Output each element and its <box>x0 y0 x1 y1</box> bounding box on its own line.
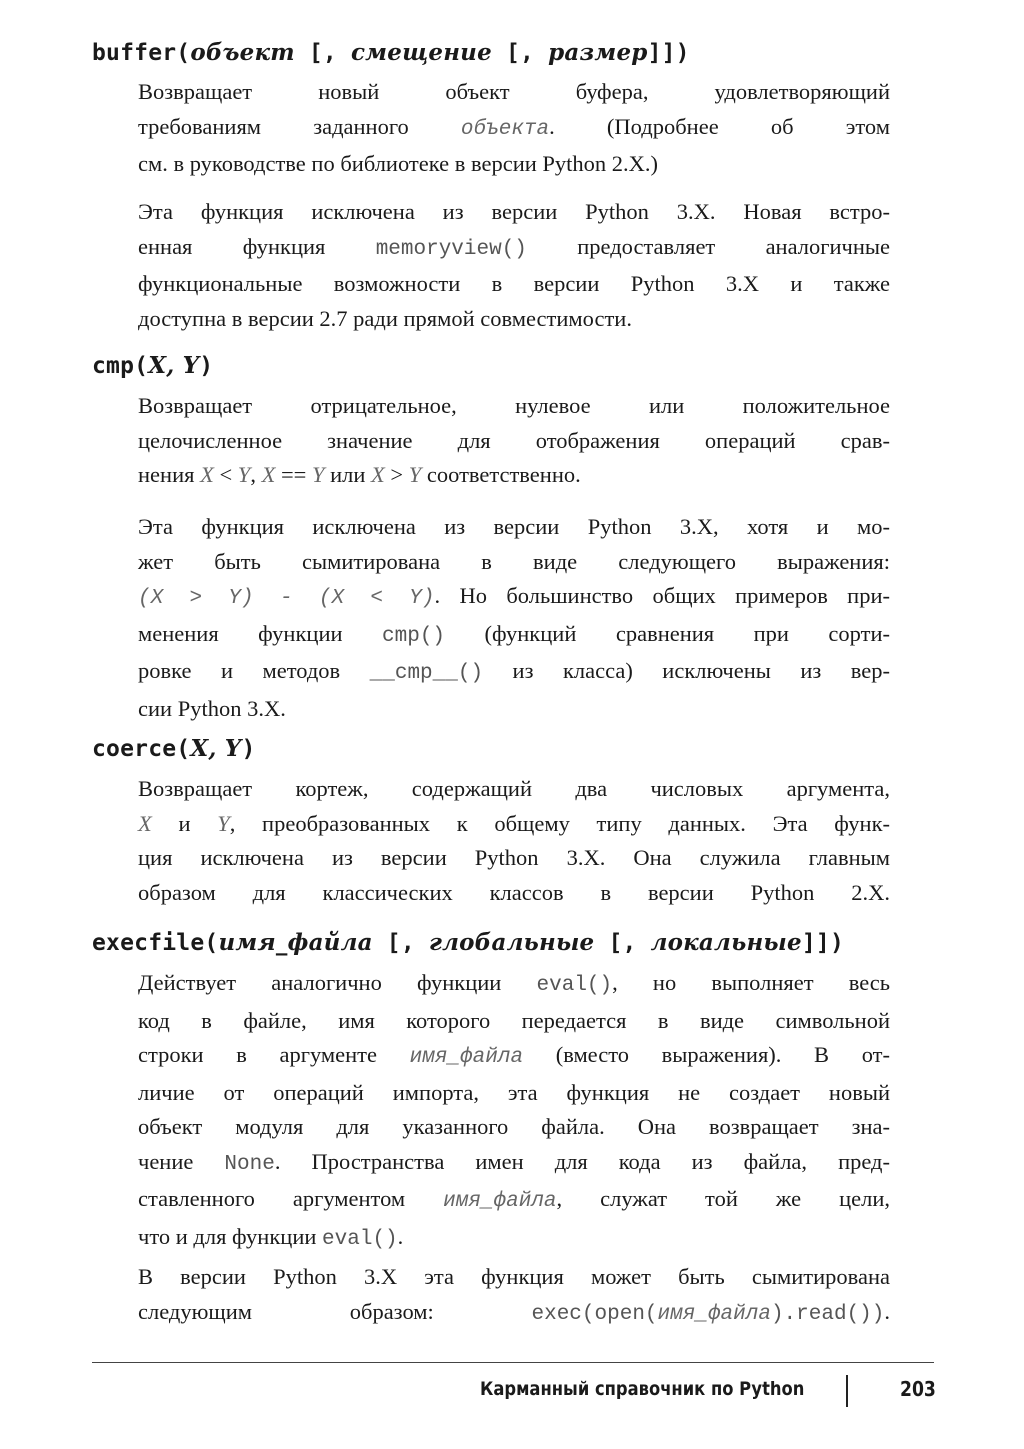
code-ref: (X > Y) - (X < Y) <box>138 587 435 610</box>
text-line: доступна в версии 2.7 ради прямой совместимости. <box>138 305 632 331</box>
variable: Y <box>408 462 422 487</box>
text-run: предоставляет аналогичные <box>526 233 890 259</box>
argument: X, Y <box>190 735 242 762</box>
function-name: execfile( <box>92 930 219 956</box>
text-line: целочисленное значение для отображения операций срав- <box>138 427 890 453</box>
code-ref: ).read()) <box>770 1302 885 1326</box>
text-run: ровке и методов <box>138 658 370 683</box>
text-line: Эта функция исключена из версии Python 3.X. Новая встро- <box>138 199 890 224</box>
cmp-signature <box>92 351 213 381</box>
text-line <box>138 1295 890 1333</box>
text-run: == <box>275 462 312 487</box>
function-name: cmp( <box>92 353 149 379</box>
text-line: сии Python 3.X. <box>138 695 286 721</box>
text-run: Действует аналогично функции <box>138 970 537 995</box>
buffer-note <box>138 195 890 336</box>
variable: Y <box>311 462 325 487</box>
argument: объект <box>190 39 295 66</box>
text-run: из класса) исключены из вер- <box>483 658 890 683</box>
cmp-description <box>138 389 890 493</box>
variable: Y <box>237 462 251 487</box>
text-line <box>138 579 890 617</box>
page-number: 203 <box>900 1377 936 1401</box>
text-line: личие от операций импорта, эта функция не создает новый <box>138 1079 890 1105</box>
text-line <box>138 1182 890 1220</box>
argument: имя_файла <box>218 929 373 956</box>
argument-ref: имя_файла <box>409 1046 524 1069</box>
text-run: менения функции <box>138 620 383 646</box>
text-run: чение <box>138 1148 225 1174</box>
argument: смещение <box>350 39 492 66</box>
text-line <box>138 807 890 842</box>
execfile-note <box>138 1260 890 1332</box>
coerce-description <box>138 772 890 910</box>
text-run: и <box>151 810 218 836</box>
argument: размер <box>548 39 648 66</box>
argument: X, Y <box>148 352 200 379</box>
execfile-description <box>138 966 890 1257</box>
text-run: нения <box>138 462 201 487</box>
text-run: < <box>213 462 238 487</box>
text-line <box>138 966 890 1004</box>
text-line: код в файле, имя которого передается в виде символьной <box>138 1007 890 1033</box>
text-run: . <box>884 1298 890 1324</box>
syntax: ]]) <box>801 930 845 956</box>
argument-ref: имя_файла <box>657 1302 771 1326</box>
execfile-signature <box>92 928 844 958</box>
text-line: Возвращает новый объект буфера, удовлетворяющий <box>138 79 890 104</box>
code-ref: eval() <box>536 974 613 997</box>
syntax: [, <box>294 40 351 66</box>
text-line <box>138 1220 890 1258</box>
buffer-description <box>138 75 890 182</box>
text-line: функциональные возможности в версии Python 3.X и также <box>138 271 890 296</box>
text-run: (вместо выражения). В от- <box>523 1042 890 1067</box>
coerce-signature <box>92 734 256 764</box>
syntax: ]]) <box>647 40 690 66</box>
text-line <box>138 654 890 692</box>
text-line <box>138 617 890 655</box>
text-run: (функций сравнения при сорти- <box>445 620 890 646</box>
text-run: , преобразованных к общему типу данных. Эта функ- <box>229 810 891 836</box>
variable: X <box>200 462 214 487</box>
text-run: . <box>397 1223 404 1249</box>
text-line: объект модуля для указанного файла. Она возвращает зна- <box>138 1114 890 1139</box>
text-run: . Но большинство общих примеров при- <box>434 583 890 608</box>
function-name: buffer( <box>92 40 191 66</box>
text-run: ставленного аргументом <box>138 1186 444 1211</box>
text-line: Эта функция исключена из версии Python 3.X, хотя и мо- <box>138 514 890 539</box>
argument-ref: имя_файла <box>443 1190 557 1213</box>
text-run: что и для функции <box>138 1223 323 1249</box>
code-ref: cmp() <box>382 624 446 648</box>
variable: X <box>371 462 385 487</box>
variable: Y <box>217 810 230 836</box>
syntax: [, <box>372 930 429 956</box>
variable: X <box>261 462 276 487</box>
cmp-note <box>138 510 890 726</box>
code-ref: memoryview() <box>375 237 527 261</box>
function-name: coerce( <box>92 736 191 762</box>
text-line <box>138 1038 890 1076</box>
text-line: ция исключена из версии Python 3.X. Она служила главным <box>138 845 890 870</box>
running-footer-title: Карманный справочник по Python <box>480 1378 805 1400</box>
syntax: ) <box>199 353 214 379</box>
argument: глобальные <box>428 929 595 956</box>
text-run: соответственно. <box>421 462 581 487</box>
syntax: ) <box>241 736 256 762</box>
buffer-signature <box>92 38 690 68</box>
text-line: Возвращает кортеж, содержащий два числовых аргумента, <box>138 776 890 801</box>
text-run: или <box>324 462 372 487</box>
code-ref: None <box>224 1152 275 1176</box>
text-line <box>138 458 890 493</box>
text-run: требованиям заданного <box>138 113 461 139</box>
text-run: следующим образом: <box>138 1298 532 1324</box>
text-run: , служат той же цели, <box>556 1186 890 1211</box>
text-line: В версии Python 3.X эта функция может быть сымитирована <box>138 1264 890 1289</box>
text-line: Возвращает отрицательное, нулевое или положительное <box>138 393 890 418</box>
code-ref: __cmp__() <box>369 662 484 685</box>
code-ref: eval() <box>322 1227 398 1251</box>
text-run: строки в аргументе <box>138 1042 410 1067</box>
text-run: . (Подробнее об этом <box>549 113 890 139</box>
variable: X <box>138 810 152 836</box>
text-line: см. в руководстве по библиотеке в версии Python 2.X.) <box>138 151 659 176</box>
text-run: , <box>250 462 262 487</box>
code-ref: exec(open( <box>531 1302 658 1326</box>
syntax: [, <box>594 930 651 956</box>
footer-divider <box>92 1362 934 1363</box>
argument-ref: объекта <box>460 117 550 141</box>
text-line: образом для классических классов в версии Python 2.X. <box>138 879 890 905</box>
argument: локальные <box>650 929 802 956</box>
footer-separator <box>846 1375 848 1407</box>
text-line <box>138 110 890 148</box>
text-run: , но выполняет весь <box>612 970 890 995</box>
text-run: . Пространства имен для кода из файла, пред- <box>274 1148 890 1174</box>
text-line <box>138 1145 890 1183</box>
syntax: [, <box>491 40 549 66</box>
text-line: жет быть сымитирована в виде следующего выражения: <box>138 548 890 574</box>
text-run: > <box>384 462 409 487</box>
text-run: енная функция <box>138 233 376 259</box>
text-line <box>138 230 890 268</box>
